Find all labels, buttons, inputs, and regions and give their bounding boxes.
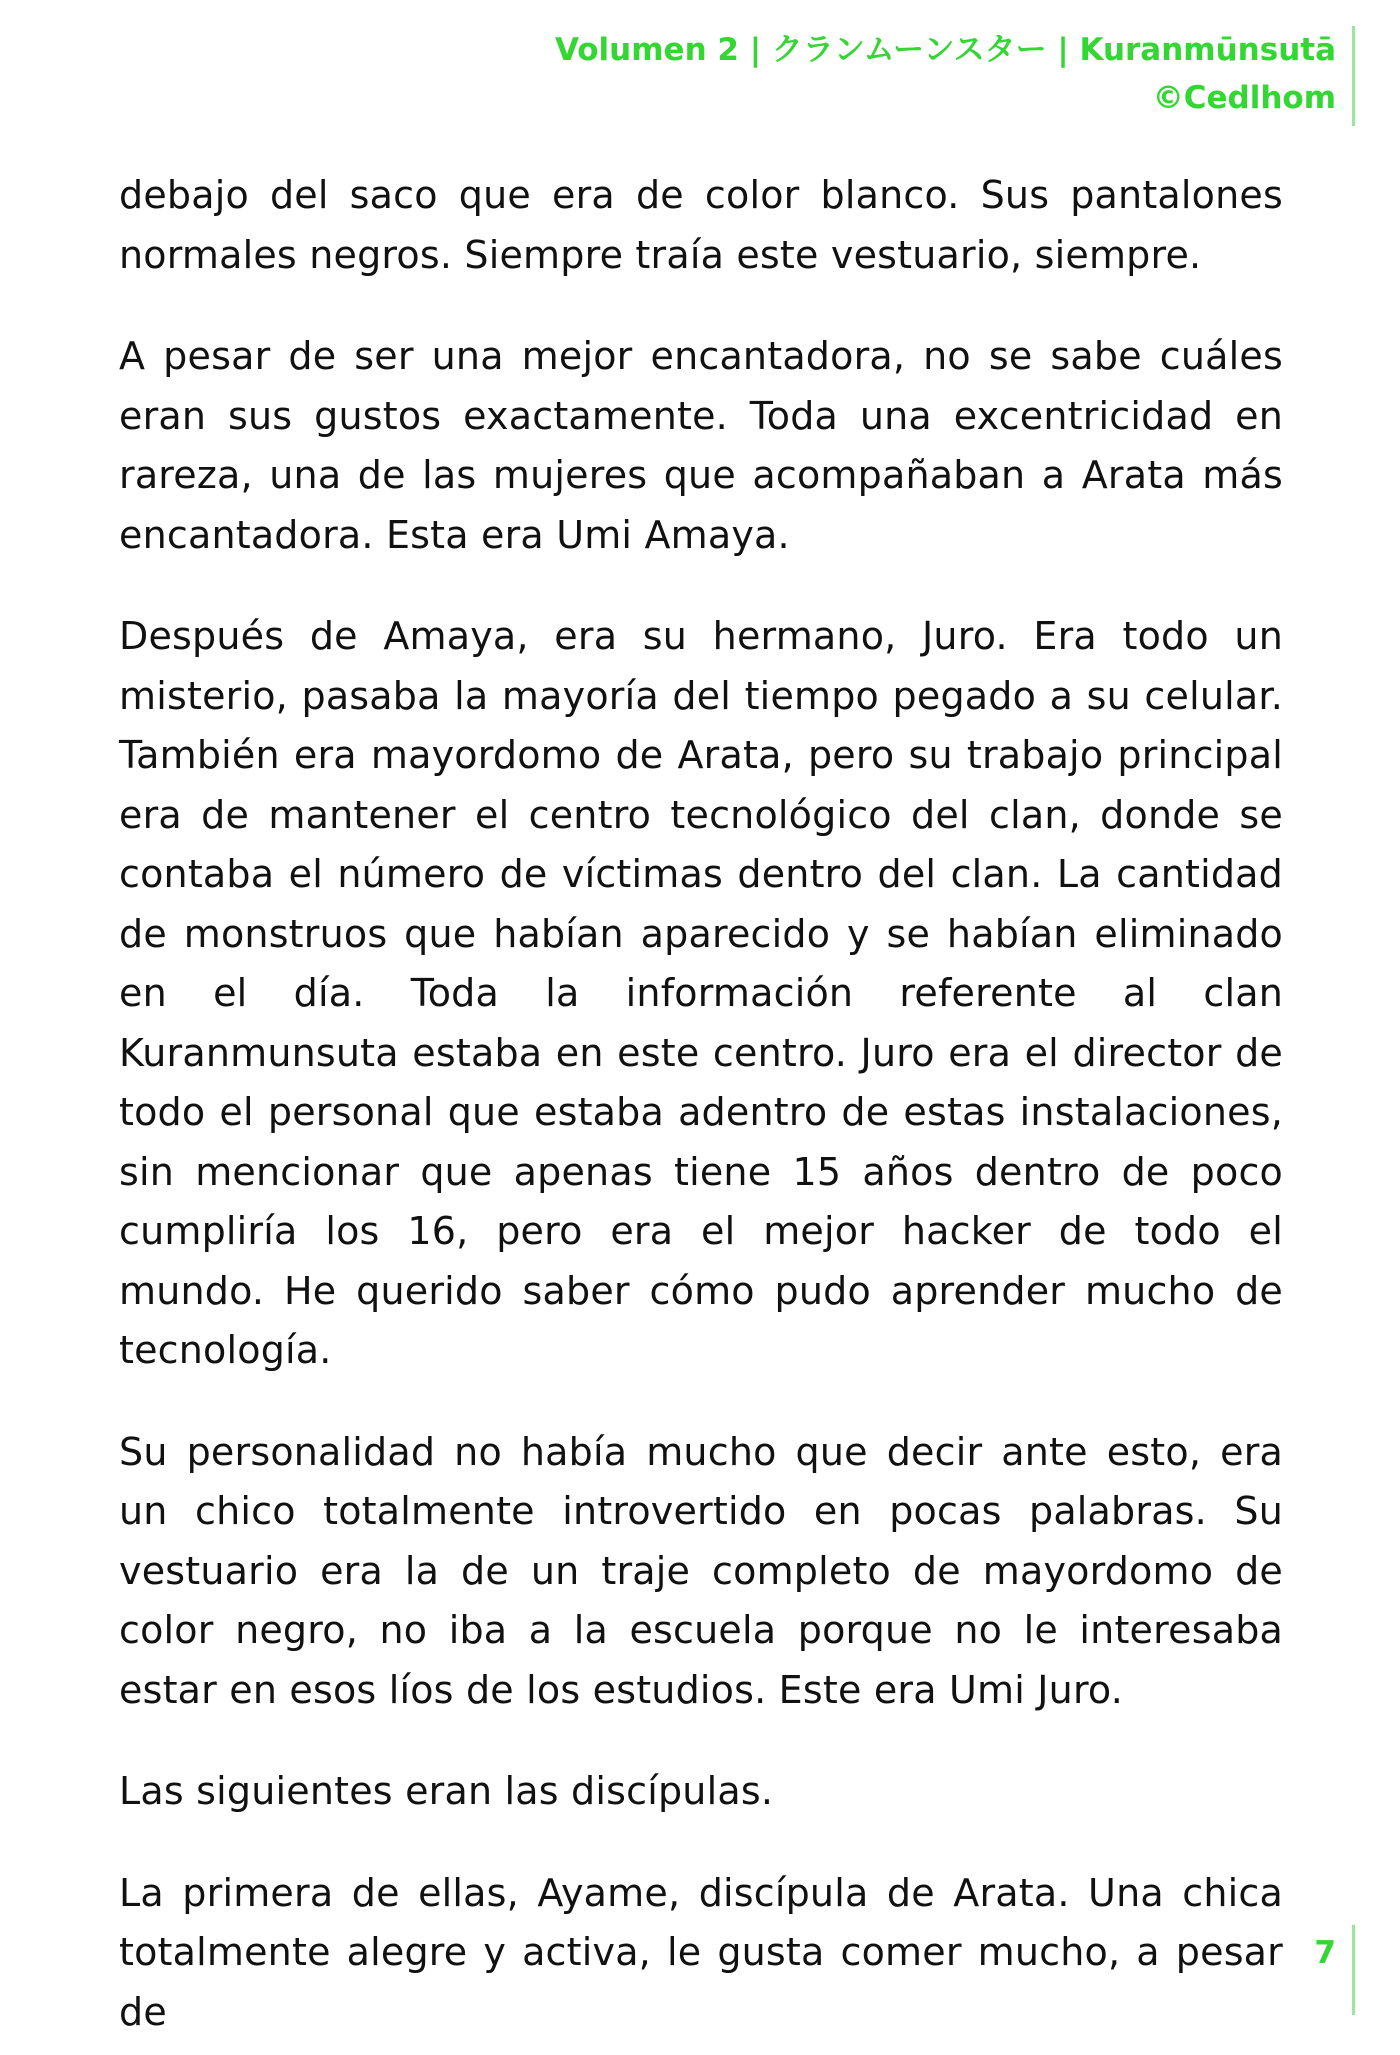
page-body [119,166,1283,2042]
paragraph: debajo del saco que era de color blanco. Sus pantalones normales negros. Siempre traía este vestuario, siempre. [119,173,1283,277]
page-header [455,26,1355,126]
paragraph: A pesar de ser una mejor encantadora, no se sabe cuáles eran sus gustos exactamente. Toda una excentricidad en rareza, una de las mujeres que acompañaban a Arata más encantadora. Esta era Umi Amaya. [119,334,1283,557]
header-title: Volumen 2 | クランムーンスター | Kuranmūnsutā [554,32,1336,68]
paragraph: Después de Amaya, era su hermano, Juro. Era todo un misterio, pasaba la mayoría del tiempo pegado a su celular. También era mayordomo de Arata, pero su trabajo principal era de mantener el centro tecnológico del clan, donde se contaba el número de víctimas dentro del clan. La cantidad de monstruos que habían aparecido y se habían eliminado en el día. Toda la información referente al clan Kuranmunsuta estaba en este centro. Juro era el director de todo el personal que estaba adentro de estas instalaciones, sin mencionar que apenas tiene 15 años dentro de poco cumpliría los 16, pero era el mejor hacker de todo el mundo. He querido saber cómo pudo aprender mucho de tecnología. [119,614,1283,1372]
paragraph: Su personalidad no había mucho que decir ante esto, era un chico totalmente introvertido en pocas palabras. Su vestuario era la de un traje completo de mayordomo de color negro, no iba a la escuela porque no le interesaba estar en esos líos de los estudios. Este era Umi Juro. [119,1429,1283,1712]
paragraph: La primera de ellas, Ayame, discípula de Arata. Una chica totalmente alegre y activa, le gusta comer mucho, a pesar de [119,1870,1283,2034]
page-number: 7 [1314,1935,1336,1971]
header-copyright: ©Cedlhom [1152,80,1336,116]
paragraph: Las siguientes eran las discípulas. [119,1769,774,1813]
page-footer [1314,1925,1355,2015]
